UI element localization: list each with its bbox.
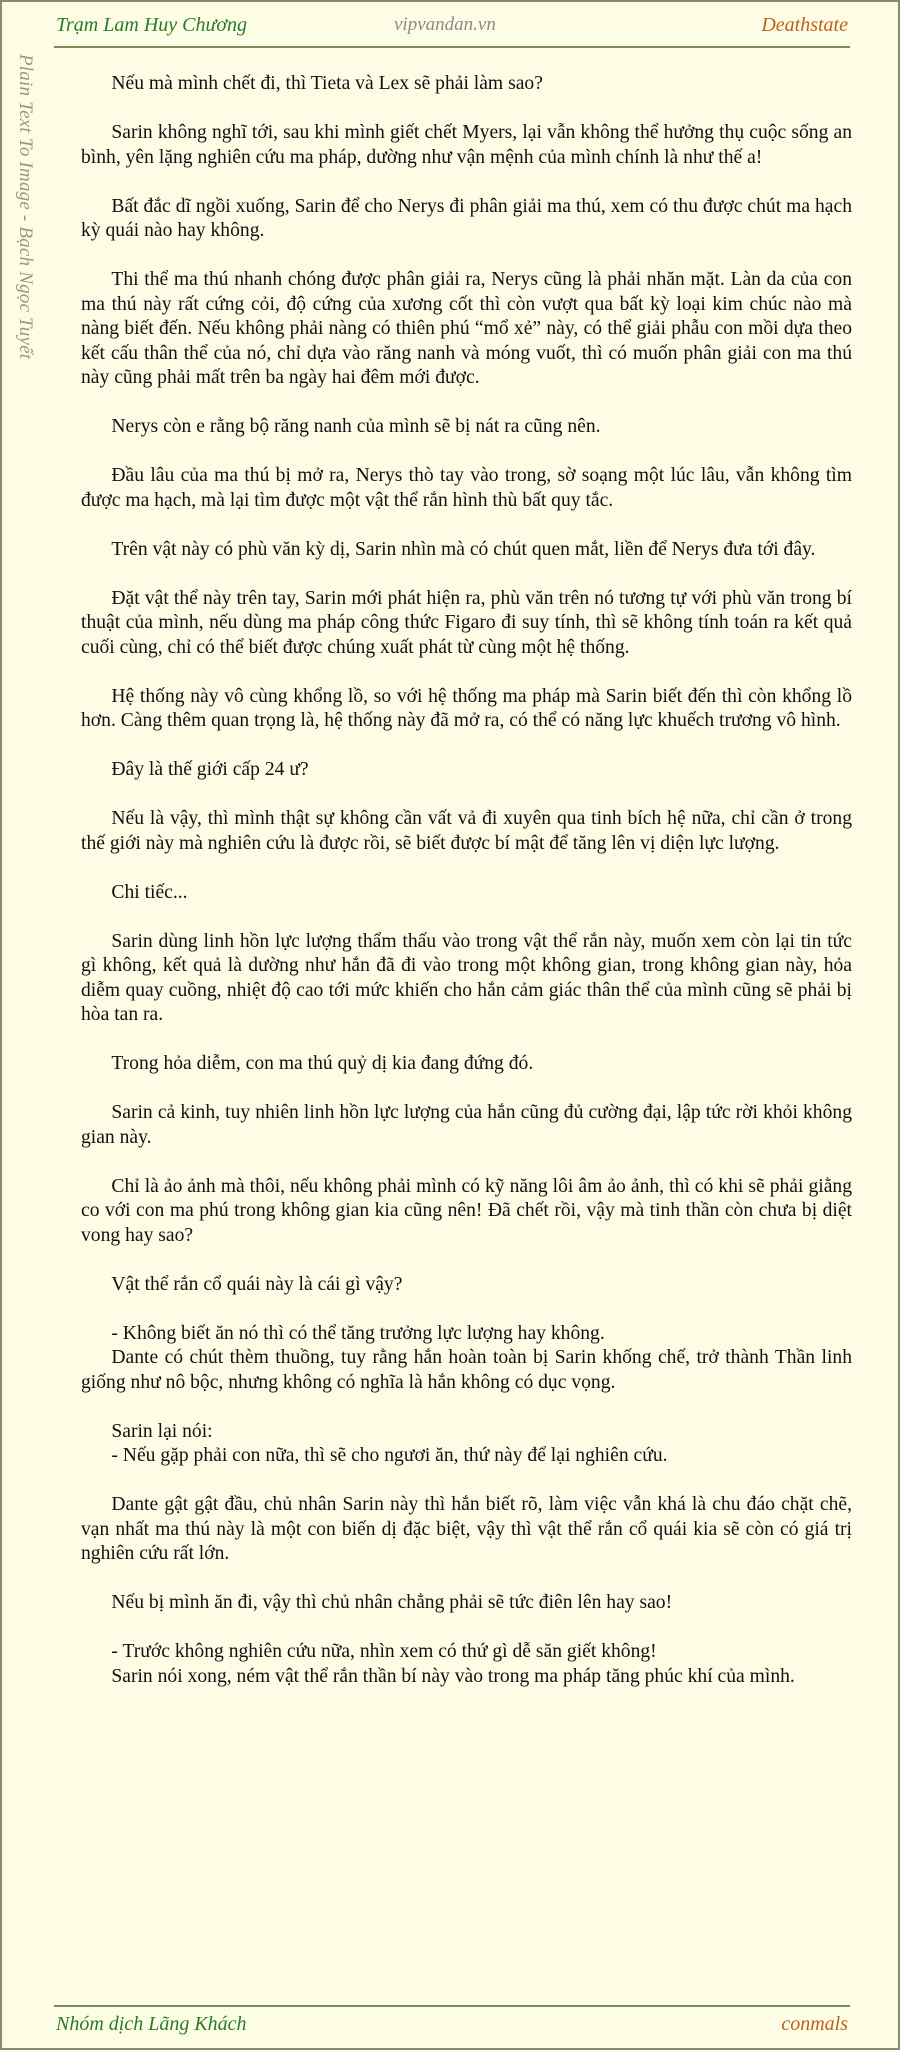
paragraph: Đầu lâu của ma thú bị mở ra, Nerys thò tay vào trong, sờ soạng một lúc lâu, vẫn không tìm được ma hạch, mà lại tìm được một vật thể rắn hình thù bất quy tắc. — [81, 465, 852, 511]
footer-translation-group: Nhóm dịch Lãng Khách — [56, 2013, 247, 2035]
paragraph: Nếu bị mình ăn đi, vậy thì chủ nhân chẳng phải sẽ tức điên lên hay sao! — [111, 1592, 673, 1613]
paragraph: Hệ thống này vô cùng khổng lồ, so với hệ thống ma pháp mà Sarin biết đến thì còn khổng lồ hơn. Càng thêm quan trọng là, hệ thống này đã mở ra, có thể có năng lực khuếch trương vô hình. — [81, 685, 852, 731]
paragraph: Chỉ là ảo ảnh mà thôi, nếu không phải mình có kỹ năng lôi âm ảo ảnh, thì có khi sẽ phải giằng co với con ma phú trong không gian kia cũng nên! Đã chết rồi, vậy mà tinh thần còn chưa bị diệt vong hay sao? — [81, 1175, 852, 1246]
header-author: Trạm Lam Huy Chương — [56, 14, 248, 36]
paragraph: Sarin dùng linh hồn lực lượng thẩm thấu vào trong vật thể rắn này, muốn xem còn lại tin tức gì không, kết quả là dường như hắn đã đi vào trong một không gian, trong không gian này, hỏa diễm quay cuồng, nhiệt độ cao tới mức khiến cho hắn cảm giác thân thể của mình cũng sẽ phải bị hòa tan ra. — [81, 930, 852, 1025]
header-book-title: Deathstate — [761, 14, 848, 36]
paragraph: Chi tiếc... — [111, 881, 188, 903]
paragraph: Trên vật này có phù văn kỳ dị, Sarin nhìn mà có chút quen mắt, liền để Nerys đưa tới đây. — [111, 538, 816, 560]
paragraph: Vật thể rắn cổ quái này là cái gì vậy? — [111, 1273, 403, 1295]
dialogue-line: - Nếu gặp phải con nữa, thì sẽ cho ngươi ăn, thứ này để lại nghiên cứu. — [111, 1445, 668, 1466]
paragraph: Nerys còn e rằng bộ răng nanh của mình sẽ bị nát ra cũng nên. — [111, 416, 601, 437]
paragraph: Dante gật gật đầu, chủ nhân Sarin này thì hắn biết rõ, làm việc vẫn khá là chu đáo chặt chẽ, vạn nhất ma thú này là một con biến dị đặc biệt, vậy thì vật thể rắn cổ quái kia sẽ còn có giá trị nghiên cứu rất lớn. — [81, 1494, 852, 1564]
paragraph: Nếu là vậy, thì mình thật sự không cần vất vả đi xuyên qua tinh bích hệ nữa, chỉ cần ở trong thế giới này mà nghiên cứu là được rồi, sẽ biết được bí mật để tăng lên vị diện lực lượng. — [81, 808, 852, 854]
header-site[interactable]: vipvandan.vn — [394, 14, 496, 35]
paragraph: Bất đắc dĩ ngồi xuống, Sarin để cho Nerys đi phân giải ma thú, xem có thu được chút ma hạch kỳ quái nào hay không. — [81, 195, 852, 241]
chapter-text — [81, 72, 852, 1714]
paragraph: Đây là thế giới cấp 24 ư? — [111, 759, 309, 780]
paragraph: Đặt vật thể này trên tay, Sarin mới phát hiện ra, phù văn trên nó tương tự với phù văn trong bí thuật của mình, nếu dùng ma pháp công thức Figaro đi suy tính, thì sẽ không tính toán ra kết quả cuối cùng, chỉ có thể biết được chúng xuất phát từ cùng một hệ thống. — [81, 587, 852, 658]
page-footer — [54, 2005, 850, 2039]
paragraph: Thi thể ma thú nhanh chóng được phân giải ra, Nerys cũng là phải nhăn mặt. Làn da của con ma thú này rất cứng cỏi, độ cứng của xương cốt thì còn vượt qua bất kỳ loại kim chúc nào mà nàng biết đến. Nếu không phải nàng có thiên phú “mổ xẻ” này, có thể giải phẫu con mồi dựa theo kết cấu thân thể của nó, chỉ dựa vào răng nanh và móng vuốt, thì có muốn phân giải con ma thú này cũng phải mất trên ba ngày hai đêm mới được. — [81, 269, 852, 388]
paragraph: Dante có chút thèm thuồng, tuy rằng hắn hoàn toàn bị Sarin khống chế, trở thành Thần linh giống như nô bộc, nhưng không có nghĩa là hắn không có dục vọng. — [81, 1347, 852, 1393]
page-header — [54, 10, 850, 48]
side-watermark-label: Plain Text To Image - Bạch Ngọc Tuyết — [15, 54, 36, 360]
paragraph: Nếu mà mình chết đi, thì Tieta và Lex sẽ phải làm sao? — [111, 73, 543, 94]
paragraph: Sarin không nghĩ tới, sau khi mình giết chết Myers, lại vẫn không thể hưởng thụ cuộc sống an bình, yên lặng nghiên cứu ma pháp, dường như vận mệnh của mình chính là như thế a! — [81, 122, 852, 168]
paragraph: Sarin cả kinh, tuy nhiên linh hồn lực lượng của hắn cũng đủ cường đại, lập tức rời khỏi không gian này. — [81, 1102, 852, 1148]
paragraph: Trong hỏa diễm, con ma thú quỷ dị kia đang đứng đó. — [111, 1053, 534, 1074]
dialogue-line: - Trước không nghiên cứu nữa, nhìn xem có thứ gì dễ săn giết không! — [111, 1641, 657, 1662]
dialogue-line: - Không biết ăn nó thì có thể tăng trưởng lực lượng hay không. — [111, 1322, 605, 1344]
paragraph: Sarin lại nói: — [111, 1420, 213, 1442]
footer-credit: conmals — [781, 2013, 848, 2035]
paragraph: Sarin nói xong, ném vật thể rắn thần bí này vào trong ma pháp tăng phúc khí của mình. — [111, 1665, 795, 1687]
